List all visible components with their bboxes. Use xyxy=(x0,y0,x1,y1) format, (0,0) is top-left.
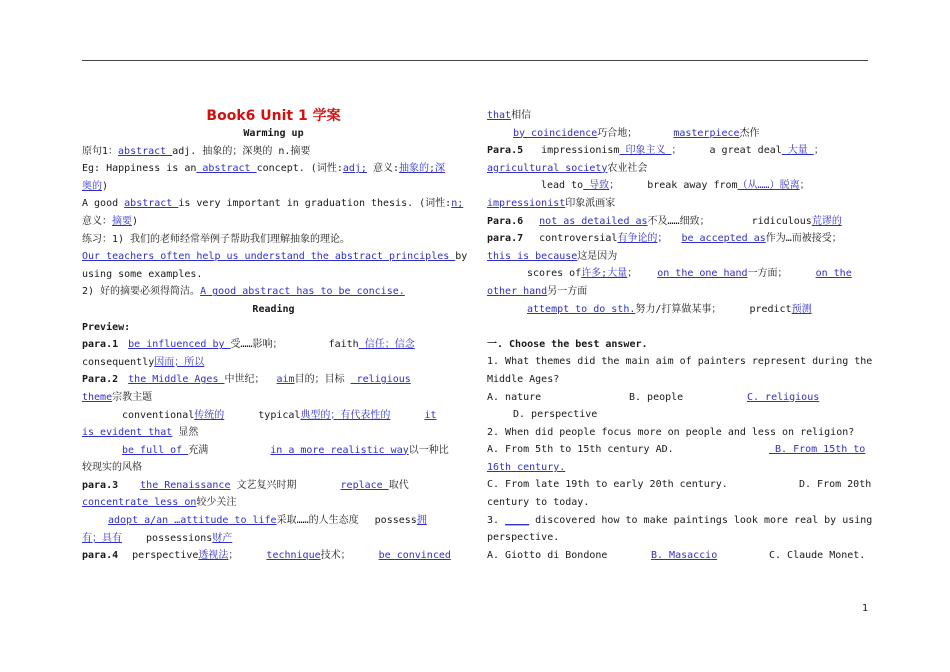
option-c-answer: C. religious xyxy=(747,391,820,403)
option-d: D. From 20th xyxy=(799,479,872,491)
warming-up-heading: Warming up xyxy=(243,128,304,139)
text: concept. (词性: xyxy=(256,163,343,175)
option-b: B. people xyxy=(629,391,684,403)
question-3-cont: perspective. xyxy=(487,532,560,544)
para-label: Para.5 xyxy=(487,145,524,157)
text: 3. xyxy=(487,514,506,526)
line-example xyxy=(82,160,465,178)
para3-line xyxy=(82,477,465,495)
question-1: 1. What themes did the main aim of painters represent during the xyxy=(487,356,873,368)
text: faith xyxy=(328,339,359,351)
answer-blank: 导致 xyxy=(583,180,610,192)
answer-blank: 有；具有 xyxy=(82,532,122,544)
para2-line-5 xyxy=(82,442,465,460)
text: 文艺复兴时期 xyxy=(230,479,297,491)
question-2-options xyxy=(487,441,870,459)
para2-line-2 xyxy=(82,389,465,407)
text: 作为…而被接受； xyxy=(765,233,842,245)
answer-blank: on the xyxy=(815,268,852,280)
answer-blank: 许多;大量 xyxy=(581,268,628,280)
question-2-options-2 xyxy=(487,476,870,494)
para-label: para.7 xyxy=(487,233,524,245)
text: 意义: xyxy=(366,163,399,175)
answer-blank: not as detailed as xyxy=(539,215,648,227)
text: 这是因为 xyxy=(577,250,618,262)
answer-blank: 因而；所以 xyxy=(154,356,205,368)
text: 显然 xyxy=(172,427,199,439)
question-3 xyxy=(487,512,873,530)
para6-line xyxy=(487,213,870,231)
preview-heading: Preview: xyxy=(82,321,131,333)
page-number: 1 xyxy=(861,603,868,614)
text: scores of xyxy=(527,268,582,280)
option-b-answer: B. From 15th to xyxy=(769,444,866,456)
para2-line xyxy=(82,371,465,389)
text: by xyxy=(455,251,468,263)
text: 原句1： xyxy=(82,145,119,157)
answer-blank: be accepted as xyxy=(681,233,766,245)
answer-blank: adopt a/an …attitude to life xyxy=(108,515,277,527)
answer-blank: n; xyxy=(451,198,464,210)
para-label: Para.2 xyxy=(82,374,119,386)
para2-line-4 xyxy=(82,424,465,442)
answer-blank: technique xyxy=(266,550,321,562)
text: possessions xyxy=(146,532,213,544)
text: 采取……的人生态度 xyxy=(276,515,359,527)
answer-blank: 抽象的;深 xyxy=(398,163,446,175)
para4-line-3 xyxy=(487,125,870,143)
line-practice-answer-cont: using some examples. xyxy=(82,268,203,280)
text: 中世纪； xyxy=(224,374,265,386)
text: ) xyxy=(132,215,139,227)
answer-blank: 大量 xyxy=(781,145,814,157)
answer-blank: be influenced by xyxy=(128,339,231,351)
answer-blank: impressionist xyxy=(487,197,566,209)
text: 2) 好的摘要必须得简洁。 xyxy=(82,286,201,298)
answer-blank: 印象主义 xyxy=(619,145,672,157)
answer-blank: A good abstract has to be concise. xyxy=(200,286,405,298)
text: controversial xyxy=(539,233,618,245)
option-a: A. nature xyxy=(487,391,542,403)
para5-line-2 xyxy=(487,160,870,178)
para1-line xyxy=(82,336,465,354)
question-2-option-b-cont xyxy=(487,459,870,477)
question-2: 2. When did people focus more on people and less on religion? xyxy=(487,426,855,438)
para7-line-3 xyxy=(487,265,870,283)
text: 技术； xyxy=(320,550,351,562)
para1-line-2 xyxy=(82,354,465,372)
text: ridiculous xyxy=(751,215,812,227)
para7-line-2 xyxy=(487,248,870,266)
header-rule xyxy=(82,60,868,61)
answer-blank: in a more realistic way xyxy=(270,444,409,456)
text: ； xyxy=(657,233,668,245)
text: 不及……细致； xyxy=(647,215,710,227)
para4-line-2 xyxy=(487,107,870,125)
option-c: C. Claude Monet. xyxy=(769,549,866,561)
text: ； xyxy=(813,145,824,157)
text: 相信 xyxy=(511,110,532,121)
line-practice: 练习：1) 我们的老师经常举例子帮助我们理解抽象的理论。 xyxy=(82,233,351,245)
text: ) xyxy=(102,180,109,192)
right-column xyxy=(487,107,873,564)
text: typical xyxy=(258,409,301,421)
answer-blank: the Renaissance xyxy=(140,479,231,491)
answer-blank: replace xyxy=(340,479,389,491)
text: 受……影响； xyxy=(230,339,283,351)
answer-blank: that xyxy=(487,110,512,121)
para-label: Para.6 xyxy=(487,215,524,227)
para7-line-5 xyxy=(487,301,870,319)
answer-blank: abstract xyxy=(124,198,179,210)
text: A good xyxy=(82,198,125,210)
answer-blank: other hand xyxy=(487,285,548,297)
text: 巧合地； xyxy=(597,127,638,139)
answer-blank: on the one hand xyxy=(657,268,748,280)
text: impressionism xyxy=(541,145,620,157)
answer-blank: it xyxy=(424,409,437,421)
para-label: para.3 xyxy=(82,479,119,491)
para-label: para.1 xyxy=(82,339,119,351)
option-b-answer-cont: 16th century. xyxy=(487,461,566,473)
para3-line-2 xyxy=(82,494,465,512)
text: ； xyxy=(609,180,620,192)
answer-blank: theme xyxy=(82,391,113,403)
answer-blank: 荒谬的 xyxy=(811,215,842,227)
question-1-cont: Middle Ages? xyxy=(487,373,560,385)
answer-blank: religious xyxy=(350,374,411,386)
text: ； xyxy=(228,550,239,562)
answer-blank: be convinced xyxy=(378,550,451,562)
line-example-cont xyxy=(82,178,465,196)
line-example-2 xyxy=(82,195,465,213)
text: discovered how to make paintings look more real by using xyxy=(529,514,873,526)
text: perspective xyxy=(132,550,199,562)
para5-line xyxy=(487,142,870,160)
text: 宗教主题 xyxy=(112,391,153,403)
para3-line-4 xyxy=(82,530,465,548)
text: 以一种比 xyxy=(408,444,449,456)
answer-blank: （从……）脱离 xyxy=(737,180,800,192)
answer-blank: 有争论的 xyxy=(617,233,658,245)
text: predict xyxy=(749,303,792,315)
answer-blank: is evident that xyxy=(82,427,173,439)
answer-blank: abstract xyxy=(196,163,257,175)
answer-blank: masterpiece xyxy=(673,127,740,139)
question-1-option-d: D. perspective xyxy=(513,409,598,421)
answer-blank: agricultural society xyxy=(487,162,608,174)
text: ； xyxy=(671,145,682,157)
answer-blank: be full of xyxy=(122,444,189,456)
answer-blank: by coincidence xyxy=(513,127,598,139)
text: 较少关注 xyxy=(196,497,237,509)
text: 另一方面 xyxy=(547,285,588,297)
text: break away from xyxy=(647,180,738,192)
para3-line-3 xyxy=(82,512,465,530)
answer-blank: aim xyxy=(276,374,295,386)
answer-blank: Our teachers often help us understand the abstract principles xyxy=(82,251,456,263)
answer-blank: 预测 xyxy=(791,303,812,315)
text: 意义： xyxy=(82,215,112,227)
spacer xyxy=(487,318,870,336)
text: ； xyxy=(627,268,638,280)
para7-line xyxy=(487,230,870,248)
text: is very important in graduation thesis. (词性: xyxy=(178,198,452,210)
para7-line-4 xyxy=(487,283,870,301)
question-3-options xyxy=(487,547,870,565)
answer-blank: 财产 xyxy=(212,532,233,544)
answer-blank: 传统的 xyxy=(194,409,225,421)
text: Eg: Happiness is an xyxy=(82,163,197,175)
option-a: A. Giotto di Bondone xyxy=(487,549,608,561)
text: 努力/打算做某事； xyxy=(635,303,722,315)
left-column xyxy=(82,107,468,565)
text: 一方面； xyxy=(747,268,788,280)
answer-blank: 拥 xyxy=(416,515,427,527)
option-b-answer: B. Masaccio xyxy=(651,549,718,561)
text: ； xyxy=(799,180,810,192)
text: a great deal xyxy=(709,145,782,157)
answer-blank: abstract xyxy=(118,145,173,157)
text: adj. 抽象的；深奥的 n.摘要 xyxy=(172,145,311,157)
option-a: A. From 5th to 15th century AD. xyxy=(487,444,674,456)
text: 杰作 xyxy=(739,127,760,139)
text: conventional xyxy=(122,409,195,421)
text: possess xyxy=(374,515,417,527)
para5-line-3 xyxy=(487,177,870,195)
answer-blank: the Middle Ages xyxy=(128,374,225,386)
line-practice-answer xyxy=(82,248,468,266)
para4-line xyxy=(82,547,465,565)
answer-blank: 奥的 xyxy=(82,180,102,192)
text: 取代 xyxy=(388,479,409,491)
para2-line-3 xyxy=(82,407,465,425)
page-title: Book6 Unit 1 学案 xyxy=(206,108,341,124)
line-practice-2 xyxy=(82,283,465,301)
answer-blank: concentrate less on xyxy=(82,497,197,509)
option-c: C. From late 19th to early 20th century. xyxy=(487,479,728,491)
answer-blank: adj; xyxy=(342,163,367,175)
text: 充满 xyxy=(188,444,209,456)
answer-blank: 透视法 xyxy=(198,550,229,562)
answer-blank: 信任；信念 xyxy=(358,339,415,351)
answer-blank: this is because xyxy=(487,250,578,262)
answer-blank: 典型的；有代表性的 xyxy=(300,409,391,421)
line-example-2-cont xyxy=(82,213,465,231)
para-label: para.4 xyxy=(82,550,119,562)
answer-blank: attempt to do sth. xyxy=(527,303,636,315)
section-heading: 一. Choose the best answer. xyxy=(487,338,648,350)
question-1-options xyxy=(487,389,870,407)
answer-blank: 摘要 xyxy=(112,215,132,227)
text: 目的；目标 xyxy=(294,374,345,386)
line-original-sentence xyxy=(82,143,465,161)
text: consequently xyxy=(82,356,155,368)
answer-blank: ____ xyxy=(505,514,530,526)
question-2-option-d-cont: century to today. xyxy=(487,497,590,509)
para2-line-6: 较现实的风格 xyxy=(82,462,142,474)
text: 印象派画家 xyxy=(565,197,616,209)
text: 农业社会 xyxy=(607,162,648,174)
reading-heading: Reading xyxy=(252,303,295,315)
para5-line-4 xyxy=(487,195,870,213)
text: lead to xyxy=(541,180,584,192)
